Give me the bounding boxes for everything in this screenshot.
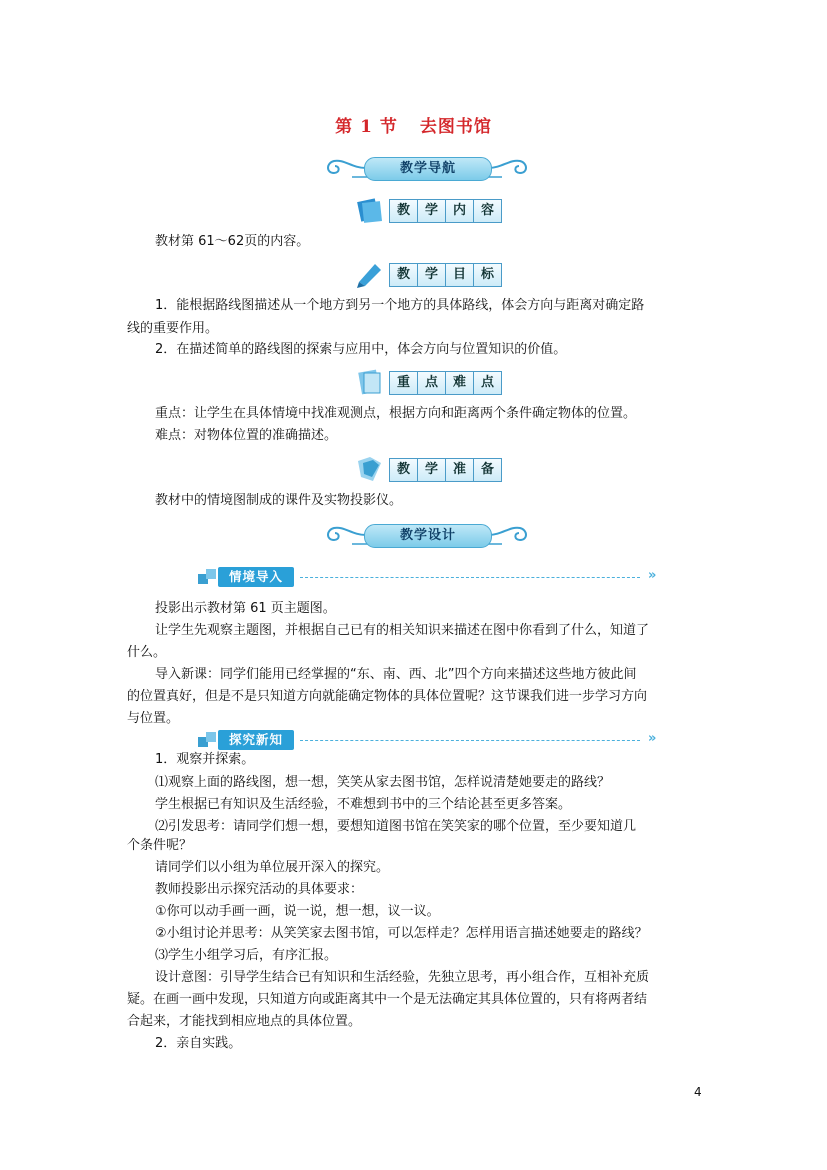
- paragraph-line: 让学生先观察主题图，并根据自己已有的相关知识来描述在图中你看到了什么，知道了: [155, 623, 650, 638]
- paragraph-line: 学生根据已有知识及生活经验，不难想到书中的三个结论甚至更多答案。: [155, 797, 572, 812]
- paragraph-line: 疑。在画一画中发现，只知道方向或距离其中一个是无法确定其具体位置的，只有将两者结: [127, 992, 648, 1007]
- section-label: 情境导入: [218, 567, 294, 587]
- heading-char: 教: [389, 263, 418, 287]
- heading-char: 目: [445, 263, 474, 287]
- double-chevron-icon: »: [648, 568, 657, 583]
- heading-char: 教: [389, 458, 418, 482]
- heading-char: 学: [417, 199, 446, 223]
- paragraph-line: 2．亲自实践。: [155, 1036, 242, 1051]
- paragraph-line: 请同学们以小组为单位展开深入的探究。: [155, 860, 390, 875]
- paragraph-line: 的位置真好，但是不是只知道方向就能确定物体的具体位置呢？这节课我们进一步学习方向: [127, 689, 648, 704]
- content-text: 教材第 61～62页的内容。: [155, 234, 310, 249]
- preparation-text: 教材中的情境图制成的课件及实物投影仪。: [155, 493, 403, 508]
- heading-char: 点: [417, 371, 446, 395]
- paragraph-line: ①你可以动手画一画，说一说，想一想，议一议。: [155, 904, 440, 919]
- papers-icon: [355, 455, 385, 483]
- goal-1-line1: 1．能根据路线图描述从一个地方到另一个地方的具体路线，体会方向与距离对确定路: [155, 298, 645, 313]
- paragraph-line: 与位置。: [127, 711, 180, 726]
- paragraph-line: ⑶学生小组学习后，有序汇报。: [155, 948, 338, 963]
- section-scenario-intro: [196, 566, 666, 588]
- heading-char: 备: [473, 458, 502, 482]
- section-divider: [300, 740, 640, 741]
- heading-char: 点: [473, 371, 502, 395]
- paragraph-line: 教师投影出示探究活动的具体要求：: [155, 882, 364, 897]
- lesson-title: [0, 112, 827, 137]
- heading-char: 重: [389, 371, 418, 395]
- heading-char: 学: [417, 458, 446, 482]
- paragraph-line: 导入新课：同学们能用已经掌握的“东、南、西、北”四个方向来描述这些地方彼此间: [155, 667, 637, 682]
- banner-teaching-navigation: [322, 151, 532, 185]
- book-icon: [355, 196, 385, 224]
- pencil-icon: [355, 260, 385, 288]
- heading-char: 容: [473, 199, 502, 223]
- paragraph-line: 投影出示教材第 61 页主题图。: [155, 601, 336, 616]
- section-number: 第 1 节: [335, 117, 398, 137]
- goal-1-line2: 线的重要作用。: [127, 321, 219, 336]
- cubes-icon: [196, 566, 220, 588]
- lesson-name: 去图书馆: [419, 117, 492, 137]
- page-number: 4: [694, 1085, 702, 1099]
- section-divider: [300, 577, 640, 578]
- paragraph-line: ②小组讨论并思考：从笑笑家去图书馆，可以怎样走？怎样用语言描述她要走的路线？: [155, 926, 648, 941]
- paragraph-line: 个条件呢？: [127, 838, 193, 853]
- heading-char: 学: [417, 263, 446, 287]
- banner-label: 教学导航: [364, 157, 492, 181]
- heading-char: 教: [389, 199, 418, 223]
- banner-label: 教学设计: [364, 524, 492, 548]
- section-label: 探究新知: [218, 730, 294, 750]
- heading-char: 内: [445, 199, 474, 223]
- banner-teaching-design: [322, 518, 532, 552]
- heading-char: 准: [445, 458, 474, 482]
- heading-char: 标: [473, 263, 502, 287]
- key-point: 重点：让学生在具体情境中找准观测点，根据方向和距离两个条件确定物体的位置。: [155, 406, 637, 421]
- document-icon: [355, 368, 385, 396]
- paragraph-line: 1．观察并探索。: [155, 752, 255, 767]
- paragraph-line: ⑵引发思考：请同学们想一想，要想知道图书馆在笑笑家的哪个位置，至少要知道几: [155, 819, 637, 834]
- goal-2: 2．在描述简单的路线图的探索与应用中，体会方向与位置知识的价值。: [155, 342, 567, 357]
- cubes-icon: [196, 729, 220, 751]
- double-chevron-icon: »: [648, 731, 657, 746]
- paragraph-line: ⑴观察上面的路线图，想一想，笑笑从家去图书馆，怎样说清楚她要走的路线？: [155, 775, 611, 790]
- paragraph-line: 设计意图：引导学生结合已有知识和生活经验，先独立思考，再小组合作，互相补充质: [155, 970, 650, 985]
- heading-char: 难: [445, 371, 474, 395]
- paragraph-line: 什么。: [127, 645, 167, 660]
- difficult-point: 难点：对物体位置的准确描述。: [155, 428, 338, 443]
- section-explore-new: [196, 729, 666, 751]
- paragraph-line: 合起来，才能找到相应地点的具体位置。: [127, 1014, 362, 1029]
